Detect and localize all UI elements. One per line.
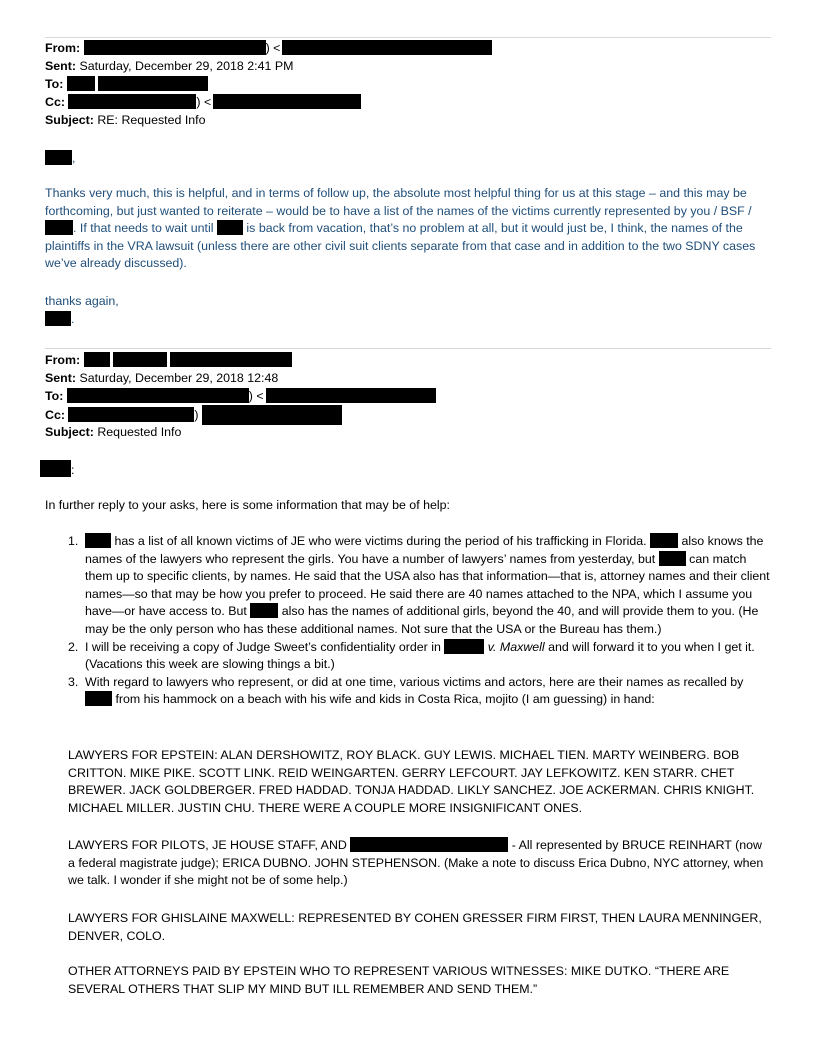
subject-value: Requested Info bbox=[97, 425, 182, 439]
signoff-text: thanks again, bbox=[45, 294, 119, 308]
list-text: also has the names of additional girls, beyond the 40, and will provide them to you. (He may be the only person who has these additional names. Not sure that the USA or the Bureau has them.) bbox=[85, 604, 759, 636]
info-list bbox=[68, 533, 772, 709]
email1-body bbox=[45, 185, 767, 273]
from-label: From: bbox=[45, 41, 81, 55]
subject-label: Subject: bbox=[45, 425, 94, 439]
list-number: 2. bbox=[68, 639, 79, 654]
email1-cc-line bbox=[45, 93, 771, 111]
email2-sent-line bbox=[45, 369, 771, 387]
lawyers-for-epstein bbox=[68, 747, 768, 817]
sent-value: Saturday, December 29, 2018 12:48 bbox=[79, 371, 279, 385]
email1-to-line bbox=[45, 75, 771, 93]
list-text: can match them up to specific clients, by names. He said that the USA also has that information—that is, attorney names and their client names—so that may be how you prefer to proceed. He said there are 40 names attached to the NPA, which I assume you have—or have access to. But bbox=[85, 551, 770, 619]
redaction-box bbox=[40, 460, 71, 477]
case-name: v. Maxwell bbox=[487, 639, 545, 654]
redaction-box bbox=[202, 405, 342, 425]
email1-sent-line bbox=[45, 57, 771, 75]
list-number: 3. bbox=[68, 674, 79, 689]
email2-header bbox=[45, 351, 771, 441]
redaction-box bbox=[68, 407, 194, 422]
from-label: From: bbox=[45, 353, 81, 367]
caps-text: LAWYERS FOR GHISLAINE MAXWELL: REPRESENTED BY COHEN GRESSER FIRM FIRST, THEN LAURA MENNINGER, DENVER, COLO. bbox=[68, 911, 762, 943]
list-item bbox=[68, 639, 772, 674]
cc-separator: ) < bbox=[196, 95, 212, 109]
redaction-box bbox=[250, 603, 278, 618]
to-separator: ) < bbox=[248, 389, 264, 403]
redaction-box bbox=[85, 691, 112, 706]
redaction-box bbox=[67, 388, 249, 403]
caps-text: LAWYERS FOR EPSTEIN: ALAN DERSHOWITZ, ROY BLACK. GUY LEWIS. MICHAEL TIEN. MARTY WEINBERG. BOB CRITTON. MIKE PIKE. SCOTT LINK. REID WEINGARTEN. GERRY LEFCOURT. JAY LEFKOWITZ. KEN STARR. CHET BREWER. JACK GOLDBERGER. FRED HADDAD. TONJA HADDAD. LIKLY SANCHEZ. JOE ACKERMAN. CHRIS KNIGHT. MICHAEL MILLER. JUSTIN CHU. THERE WERE A COUPLE MORE INSIGNIFICANT ONES. bbox=[68, 748, 755, 815]
email1-header bbox=[45, 39, 771, 129]
email2-divider bbox=[45, 348, 771, 349]
sent-value: Saturday, December 29, 2018 2:41 PM bbox=[79, 59, 294, 73]
email2-to-line bbox=[45, 387, 771, 405]
redaction-box bbox=[85, 533, 111, 548]
subject-label: Subject: bbox=[45, 113, 94, 127]
email1-subject-line bbox=[45, 111, 771, 129]
cc-label: Cc: bbox=[45, 95, 65, 109]
list-text: I will be receiving a copy of Judge Sweet’s confidentiality order in bbox=[85, 639, 441, 654]
redaction-box bbox=[213, 94, 361, 109]
list-text: With regard to lawyers who represent, or did at one time, various victims and actors, here are their names as recalled by bbox=[85, 674, 744, 689]
redaction-box bbox=[45, 311, 71, 326]
list-item bbox=[68, 674, 772, 709]
to-label: To: bbox=[45, 77, 64, 91]
redaction-box bbox=[67, 76, 95, 91]
cc-separator: ) bbox=[194, 408, 199, 422]
redaction-box bbox=[659, 551, 686, 566]
redaction-box bbox=[84, 352, 110, 367]
list-text: and will forward it to you when I get it. (Vacations this week are slowing things a bit.) bbox=[85, 639, 755, 672]
email1-signoff bbox=[45, 293, 119, 328]
email1-from-line bbox=[45, 39, 771, 57]
list-text: has a list of all known victims of JE who were victims during the period of his trafficking in Florida. bbox=[114, 534, 647, 548]
sent-label: Sent: bbox=[45, 371, 76, 385]
email1-divider bbox=[45, 37, 771, 38]
email2-subject-line bbox=[45, 423, 771, 441]
greeting-suffix: , bbox=[72, 151, 76, 165]
redaction-box bbox=[266, 388, 436, 403]
intro-text: In further reply to your asks, here is some information that may be of help: bbox=[45, 498, 450, 512]
signature-suffix: . bbox=[71, 311, 75, 326]
cc-label: Cc: bbox=[45, 408, 65, 422]
redaction-box bbox=[170, 352, 292, 367]
email1-greeting bbox=[45, 150, 75, 167]
to-label: To: bbox=[45, 389, 64, 403]
list-text: also knows the names of the lawyers who represent the girls. You have a number of lawyers’ names from yesterday, but bbox=[85, 534, 764, 566]
body-text: is back from vacation, that’s no problem at all, but it would just be, I think, the names of the plaintiffs in the VRA lawsuit (unless there are other civil suit clients separate from that case and in addition to the two SDNY cases we’ve already discussed). bbox=[45, 221, 756, 271]
email2-cc-line bbox=[45, 405, 771, 423]
body-text: Thanks very much, this is helpful, and in terms of follow up, the absolute most helpful thing for us at this stage – and this may be forthcoming, but just wanted to reiterate – would be to have a list of the names of the victims currently represented by you / BSF / bbox=[45, 186, 752, 218]
caps-text: LAWYERS FOR PILOTS, JE HOUSE STAFF, AND bbox=[68, 838, 347, 852]
email2-greeting bbox=[40, 460, 74, 479]
redaction-box bbox=[45, 150, 72, 165]
subject-value: RE: Requested Info bbox=[97, 113, 206, 127]
redaction-box bbox=[444, 639, 484, 654]
redaction-box bbox=[113, 352, 167, 367]
signature bbox=[45, 311, 119, 329]
redaction-box bbox=[84, 40, 266, 55]
list-item bbox=[68, 533, 772, 639]
lawyers-for-maxwell bbox=[68, 910, 768, 945]
redaction-box bbox=[98, 76, 208, 91]
sent-label: Sent: bbox=[45, 59, 76, 73]
other-attorneys bbox=[68, 963, 768, 998]
caps-text: OTHER ATTORNEYS PAID BY EPSTEIN WHO TO REPRESENT VARIOUS WITNESSES: MIKE DUTKO. “THERE ARE SEVERAL OTHERS THAT SLIP MY MIND BUT ILL REMEMBER AND SEND THEM.” bbox=[68, 964, 730, 996]
email2-from-line bbox=[45, 351, 771, 369]
from-separator: ) < bbox=[265, 41, 281, 55]
redaction-box bbox=[350, 837, 508, 852]
redaction-box bbox=[68, 94, 196, 109]
lawyers-for-pilots bbox=[68, 837, 768, 890]
body-text: . If that needs to wait until bbox=[73, 221, 214, 236]
caps-text: - All represented by BRUCE REINHART (now a federal magistrate judge); ERICA DUBNO. JOHN STEPHENSON. (Make a note to discuss Erica Dubno, NYC attorney, when we talk. I wonder if she might not be of some help.) bbox=[68, 838, 764, 888]
greeting-suffix: : bbox=[71, 463, 75, 477]
redaction-box bbox=[45, 220, 73, 235]
email2-intro bbox=[45, 497, 450, 515]
list-text: from his hammock on a beach with his wife and kids in Costa Rica, mojito (I am guessing) in hand: bbox=[115, 692, 655, 707]
redaction-box bbox=[217, 220, 243, 235]
redaction-box bbox=[282, 40, 492, 55]
redaction-box bbox=[650, 533, 678, 548]
list-number: 1. bbox=[68, 534, 79, 548]
